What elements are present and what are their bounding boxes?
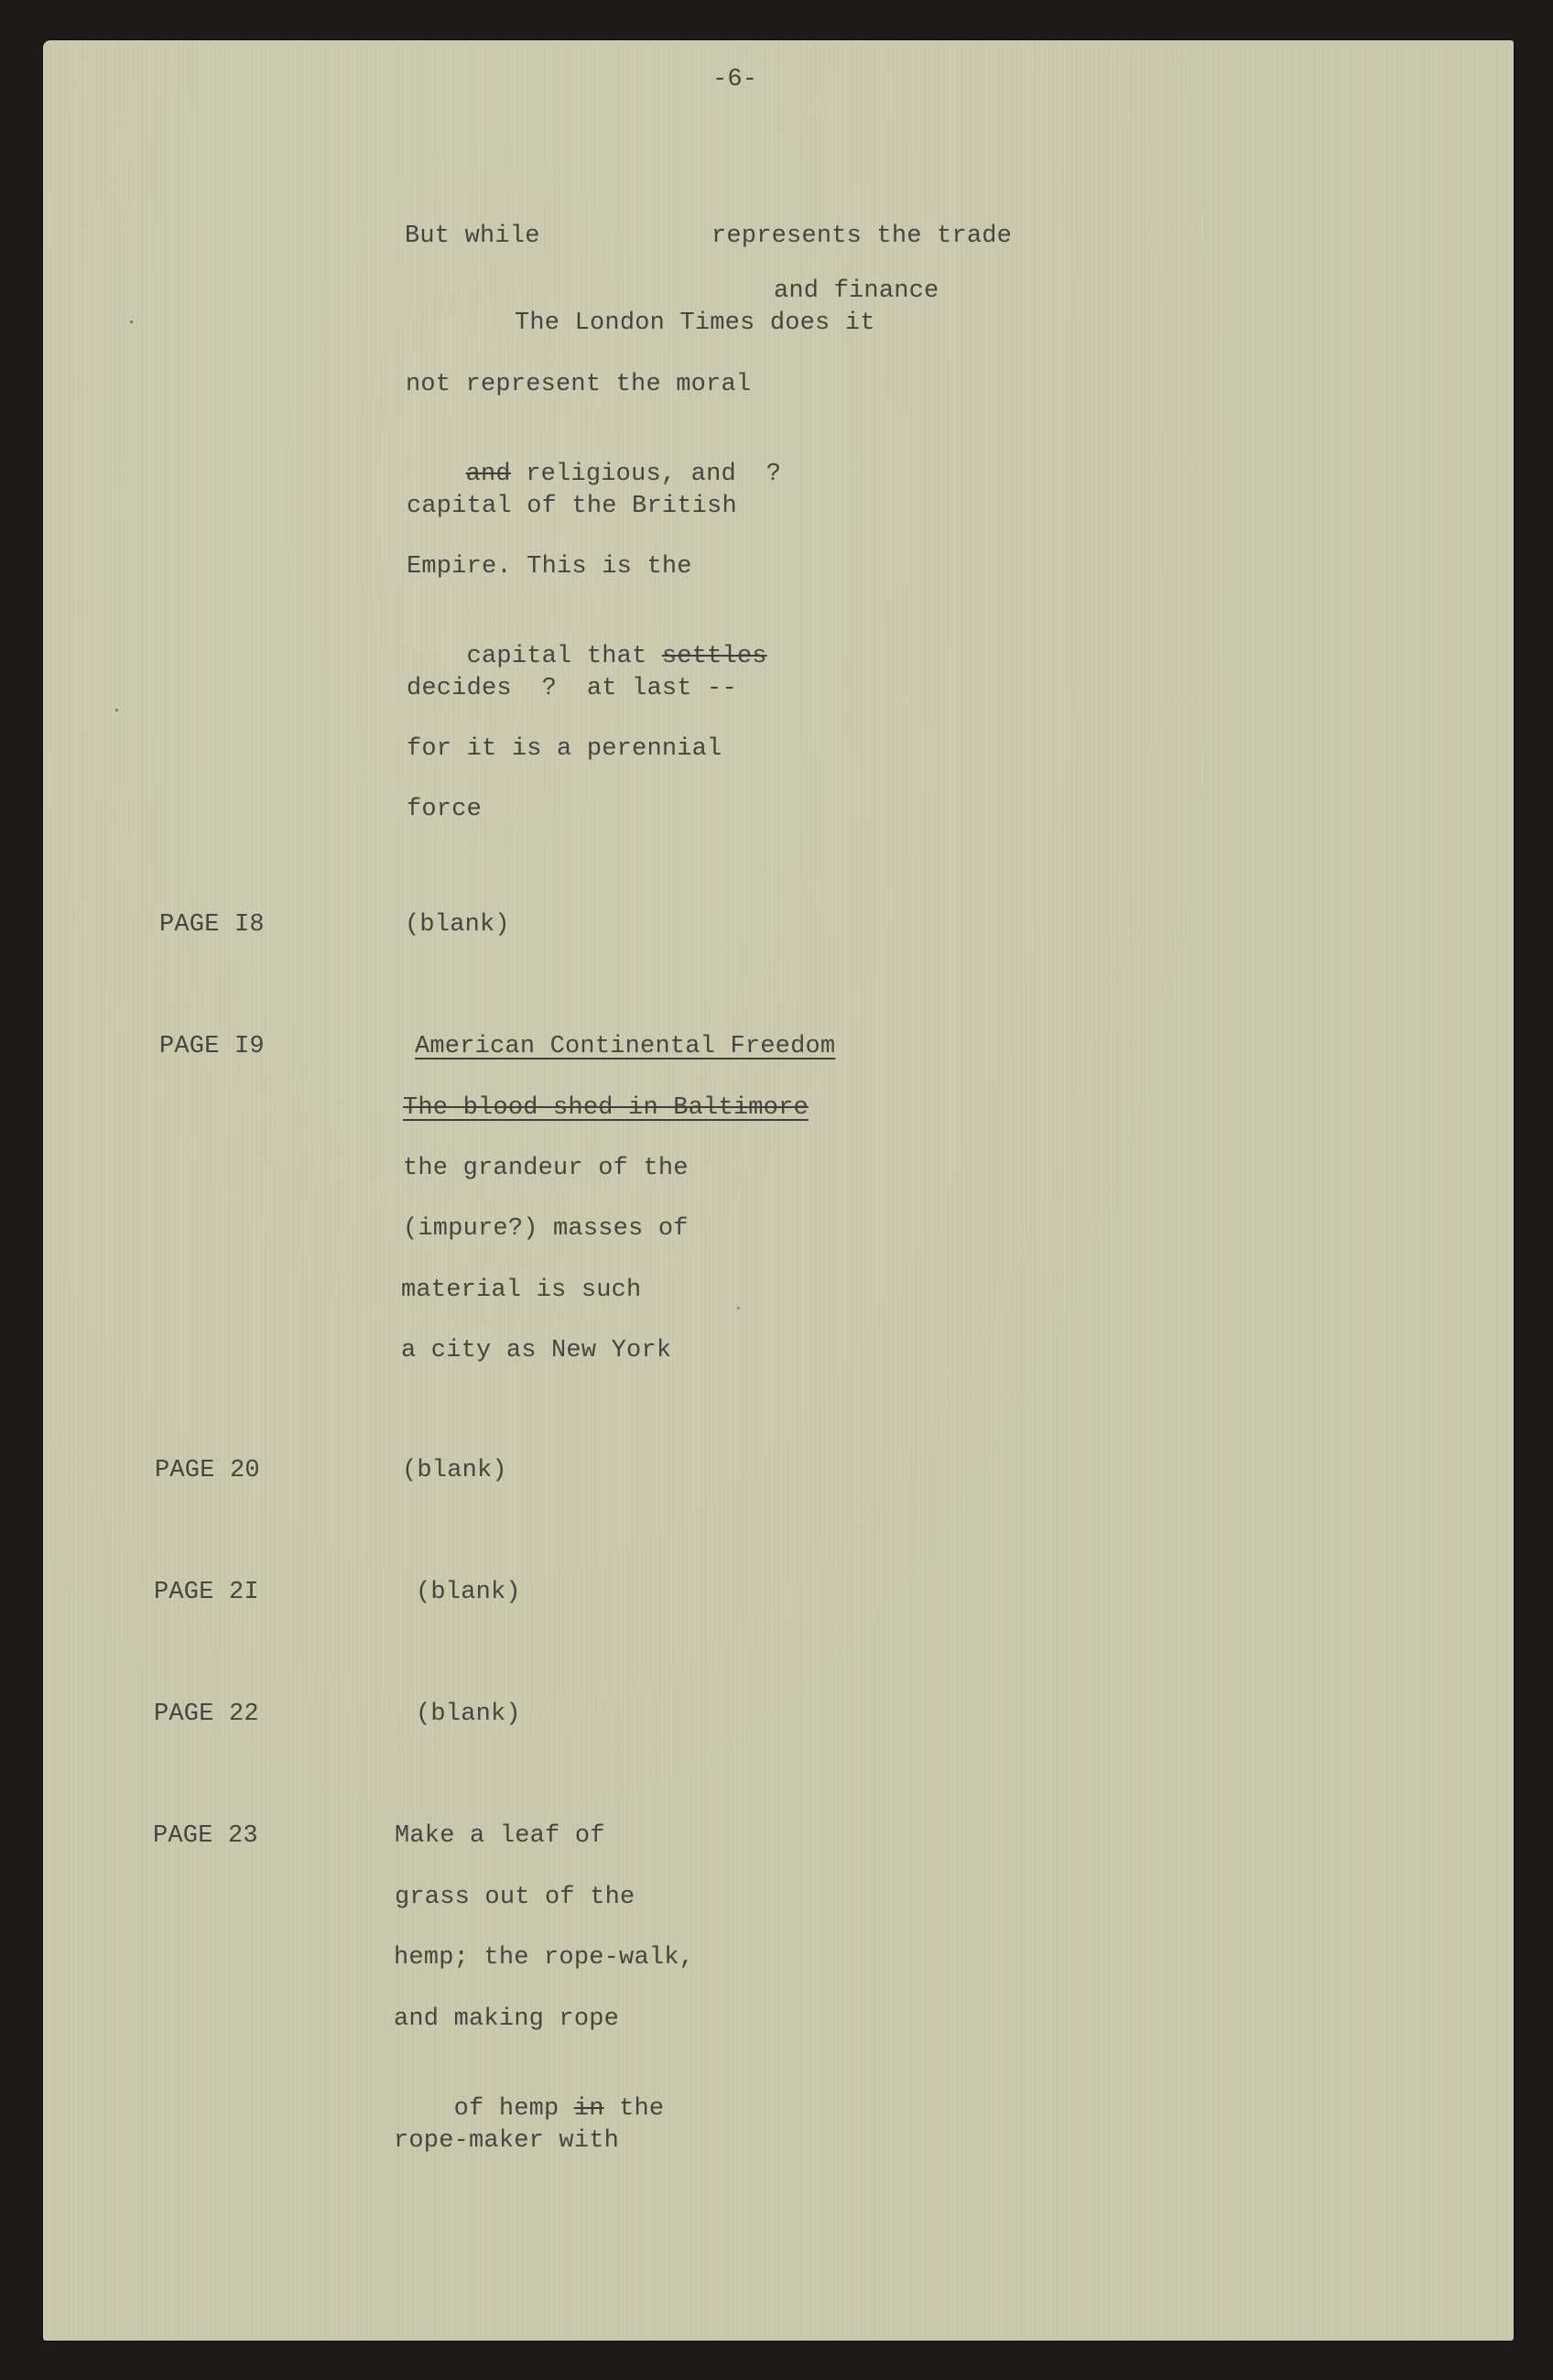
intro-line-3: not represent the moral — [406, 371, 752, 398]
paper-speck — [737, 1307, 740, 1310]
intro-line-5: capital of the British — [407, 493, 737, 520]
entry-label: PAGE 23 — [153, 1822, 258, 1850]
intro-line-2: The London Times does it — [515, 310, 875, 337]
entry-line: Make a leaf of — [395, 1822, 605, 1850]
entry-heading: American Continental Freedom — [415, 1033, 836, 1060]
intro-line-4-text: religious, and ? — [526, 461, 782, 488]
typescript-page — [43, 40, 1514, 2341]
entry-struck-heading: The blood shed in Baltimore — [403, 1094, 809, 1122]
entry-line: a city as New York — [401, 1337, 672, 1364]
intro-line-6: Empire. This is the — [407, 553, 692, 581]
intro-line-10: force — [407, 796, 483, 823]
struck-word: and — [465, 461, 511, 488]
entry-label: PAGE 20 — [155, 1457, 260, 1484]
paper-speck — [130, 321, 133, 323]
entry-line: (blank) — [416, 1579, 521, 1606]
intro-insert-above: and finance — [774, 277, 939, 305]
entry-label: PAGE 22 — [154, 1701, 259, 1728]
entry-line: grass out of the — [395, 1884, 635, 1911]
intro-line-1-right: represents the trade — [711, 223, 1013, 250]
struck-word: settles — [661, 643, 767, 670]
entry-line: hemp; the rope-walk, — [394, 1944, 695, 1972]
entry-line: (blank) — [416, 1701, 521, 1728]
intro-line-8: decides ? at last -- — [407, 675, 737, 702]
entry-line: (blank) — [405, 911, 510, 939]
entry-line-text: of hemp — [453, 2095, 559, 2123]
intro-line-7-text: capital that — [466, 643, 647, 670]
intro-line-1-left: But while — [405, 223, 540, 250]
entry-line: material is such — [401, 1277, 642, 1304]
entry-label: PAGE 2I — [154, 1579, 259, 1606]
intro-line-9: for it is a perennial — [407, 735, 722, 763]
entry-label: PAGE I8 — [159, 911, 265, 939]
entry-line: and making rope — [394, 2005, 620, 2033]
entry-line: (impure?) masses of — [403, 1215, 689, 1243]
entry-label: PAGE I9 — [159, 1033, 265, 1060]
page-number: -6- — [712, 66, 758, 93]
entry-line: (blank) — [402, 1457, 507, 1484]
paper-speck — [115, 709, 118, 712]
struck-word: in — [573, 2095, 604, 2123]
entry-line: the grandeur of the — [403, 1155, 689, 1182]
entry-line: rope-maker with — [394, 2127, 620, 2155]
entry-line-text: the — [619, 2095, 665, 2123]
